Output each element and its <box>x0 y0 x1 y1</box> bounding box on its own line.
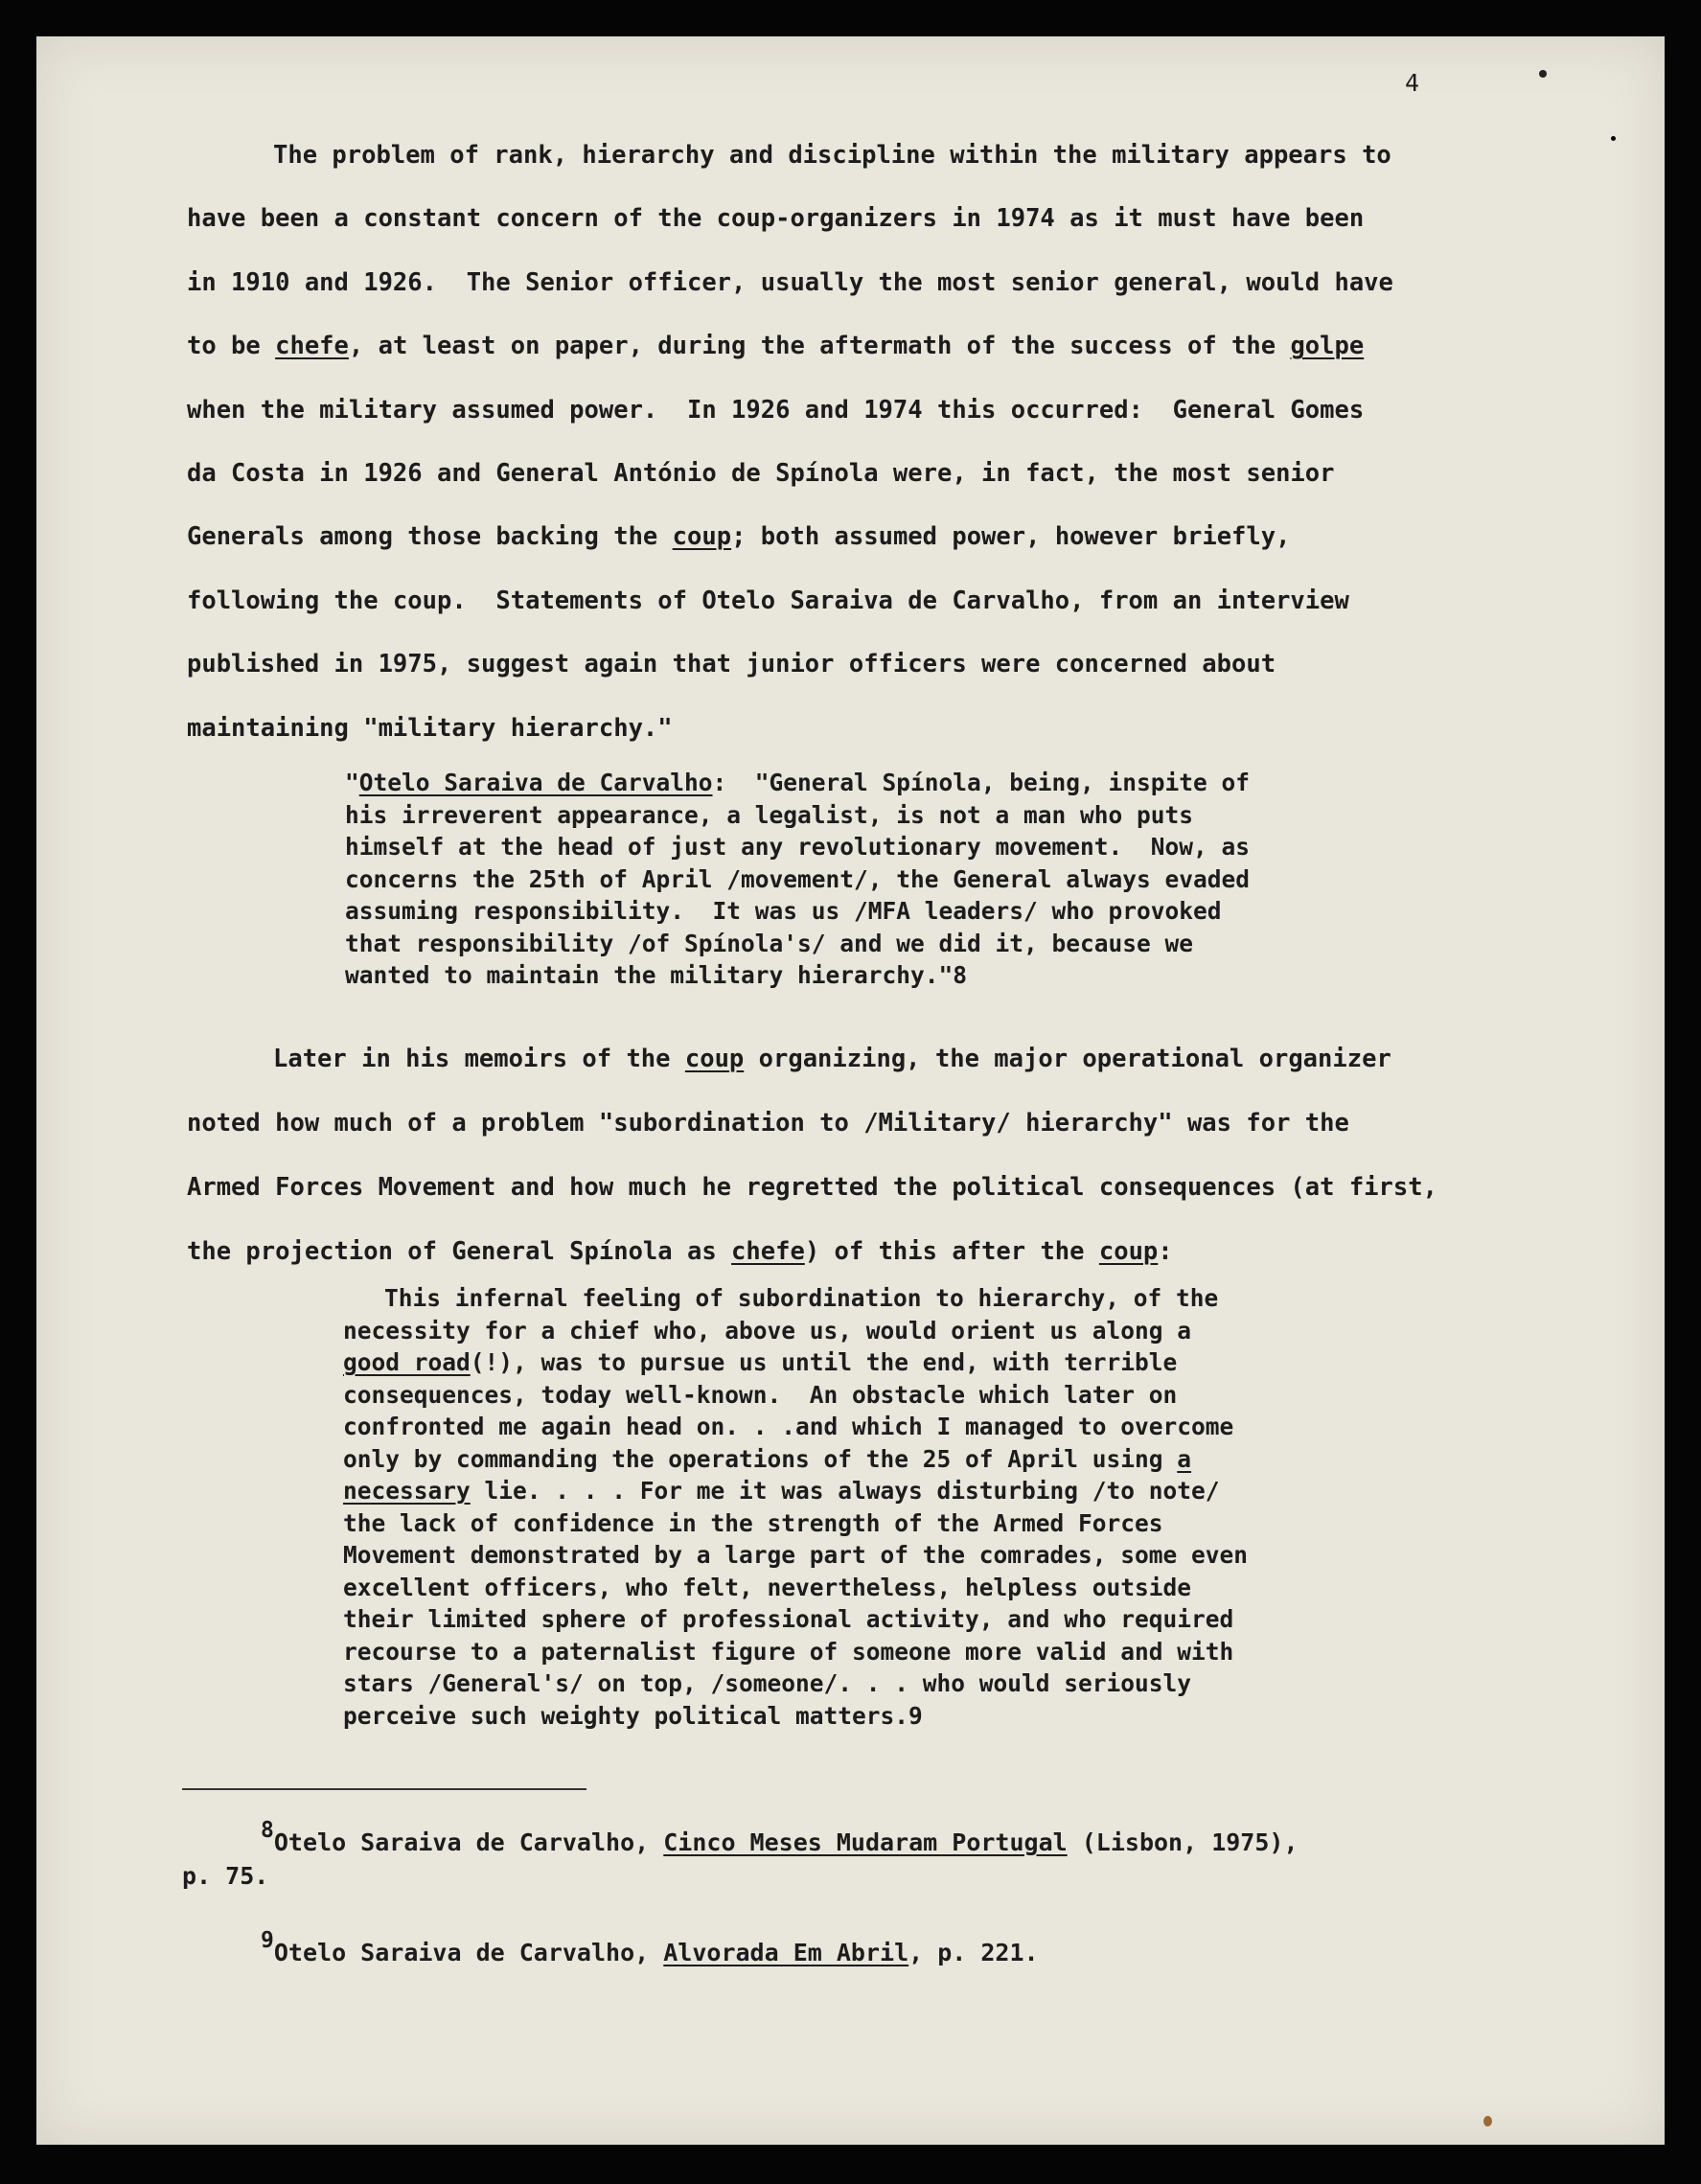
text-line: concerns the 25th of April /movement/, the General always evaded <box>345 864 1251 893</box>
footnote-divider <box>182 1788 586 1790</box>
text-line: da Costa in 1926 and General António de Spínola were, in fact, the most senior <box>187 459 1335 489</box>
underlined-text: chefe <box>275 332 349 361</box>
block-quote-carvalho-memoirs <box>343 1282 1541 1732</box>
page-number: 4 <box>1405 69 1420 97</box>
text-line: The problem of rank, hierarchy and discipline within the military appears to <box>273 141 1391 170</box>
text-line: excellent officers, who felt, nevertheless, helpless outside <box>343 1573 1192 1601</box>
footnote-marker: 9 <box>261 1928 274 1953</box>
underlined-text: coup <box>684 1045 745 1073</box>
text-line: recourse to a paternalist figure of someone more valid and with <box>343 1637 1234 1666</box>
text-line: wanted to maintain the military hierarchy."8 <box>345 961 968 989</box>
text-line: Generals among those backing the coup; both assumed power, however briefly, <box>187 522 1291 552</box>
text-line: his irreverent appearance, a legalist, is not a man who puts <box>345 800 1194 829</box>
text-line: necessity for a chief who, above us, would orient us along a <box>343 1316 1192 1345</box>
text-line: the projection of General Spínola as chefe) of this after the coup: <box>187 1237 1173 1266</box>
paragraph-memoirs <box>187 1027 1665 1284</box>
text-line: to be chefe, at least on paper, during the aftermath of the success of the golpe <box>187 332 1365 361</box>
footnote-line: 9Otelo Saraiva de Carvalho, Alvorada Em Abril, p. 221. <box>261 1928 1039 1966</box>
text-line: stars /General's/ on top, /someone/. . . who would seriously <box>343 1669 1192 1697</box>
typed-page <box>36 36 1665 2145</box>
paragraph-rank-hierarchy <box>187 124 1586 760</box>
block-quote-carvalho-interview <box>345 767 1524 992</box>
underlined-text: Otelo Saraiva de Carvalho <box>358 769 713 796</box>
text-line: good road(!), was to pursue us until the end, with terrible <box>343 1348 1178 1376</box>
text-line: necessary lie. . . . For me it was always disturbing /to note/ <box>343 1477 1220 1505</box>
footnote-9 <box>182 1928 1524 1970</box>
footnote-8 <box>182 1818 1524 1892</box>
text-line: the lack of confidence in the strength of the Armed Forces <box>343 1508 1163 1537</box>
underlined-text: Cinco Meses Mudaram Portugal <box>663 1828 1068 1856</box>
text-line: that responsibility /of Spínola's/ and we did it, because we <box>345 929 1194 957</box>
text-line: himself at the head of just any revolutionary movement. Now, as <box>345 833 1251 861</box>
underlined-text: necessary <box>343 1477 471 1505</box>
footnote-line: p. 75. <box>182 1862 269 1890</box>
underlined-text: chefe <box>731 1237 805 1266</box>
underlined-text: a <box>1177 1444 1192 1473</box>
underlined-text: golpe <box>1290 332 1365 361</box>
text-line: their limited sphere of professional activity, and who required <box>343 1605 1234 1633</box>
text-line: Armed Forces Movement and how much he regretted the political consequences (at first, <box>187 1173 1437 1202</box>
text-line: when the military assumed power. In 1926 and 1974 this occurred: General Gomes <box>187 395 1365 425</box>
text-line: maintaining "military hierarchy." <box>187 713 673 743</box>
text-line: published in 1975, suggest again that junior officers were concerned about <box>187 650 1276 679</box>
text-line: assuming responsibility. It was us /MFA leaders/ who provoked <box>345 897 1222 925</box>
underlined-text: coup <box>1098 1237 1159 1266</box>
text-line: only by commanding the operations of the 25 of April using a <box>343 1444 1192 1473</box>
ink-speck <box>1611 136 1616 141</box>
text-line: confronted me again head on. . .and which I managed to overcome <box>343 1413 1234 1440</box>
text-line: perceive such weighty political matters.9 <box>343 1701 923 1730</box>
underlined-text: Alvorada Em Abril <box>663 1939 909 1966</box>
footnote-marker: 8 <box>261 1818 274 1843</box>
text-line: This infernal feeling of subordination to hierarchy, of the <box>384 1284 1219 1312</box>
text-line: Later in his memoirs of the coup organizing, the major operational organizer <box>273 1045 1391 1073</box>
text-line: have been a constant concern of the coup-organizers in 1974 as it must have been <box>187 204 1365 234</box>
stain-speck <box>1483 2116 1492 2127</box>
text-line: "Otelo Saraiva de Carvalho: "General Spínola, being, inspite of <box>345 769 1251 796</box>
underlined-text: good road <box>343 1348 471 1376</box>
text-line: consequences, today well-known. An obstacle which later on <box>343 1380 1178 1409</box>
text-line: in 1910 and 1926. The Senior officer, usually the most senior general, would have <box>187 267 1393 297</box>
ink-speck <box>1539 70 1547 78</box>
underlined-text: coup <box>672 522 732 552</box>
text-line: Movement demonstrated by a large part of the comrades, some even <box>343 1541 1249 1569</box>
text-line: noted how much of a problem "subordination to /Military/ hierarchy" was for the <box>187 1109 1349 1138</box>
text-line: following the coup. Statements of Otelo Saraiva de Carvalho, from an interview <box>187 586 1349 615</box>
footnote-line: 8Otelo Saraiva de Carvalho, Cinco Meses Mudaram Portugal (Lisbon, 1975), <box>261 1818 1299 1856</box>
